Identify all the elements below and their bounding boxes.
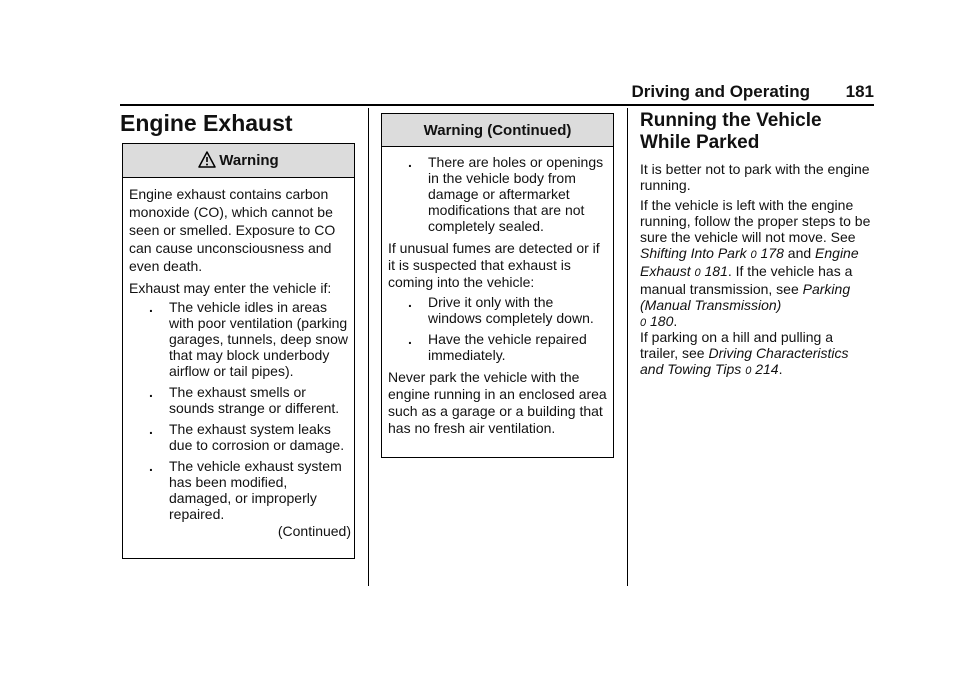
bullet-dot: . bbox=[408, 331, 412, 347]
warning-paragraph: If unusual fumes are detected or if it is suspected that exhaust is coming into the vehicle: bbox=[388, 240, 600, 290]
ref-page: 180 bbox=[650, 313, 674, 329]
bullet-text: Drive it only with the windows completely down. bbox=[428, 294, 594, 326]
bullet-dot: . bbox=[149, 384, 153, 400]
ref-page: 178 bbox=[760, 245, 784, 261]
page-ref-icon: 0 bbox=[745, 365, 752, 377]
page-number: 181 bbox=[845, 82, 874, 101]
text-run: . If the vehicle has a manual transmission, see bbox=[640, 263, 853, 297]
text-run: . bbox=[778, 361, 783, 377]
bullet-item bbox=[388, 331, 607, 363]
heading-line: Running the Vehicle bbox=[640, 110, 822, 131]
bullet-dot: . bbox=[149, 458, 153, 474]
bullet-item bbox=[129, 458, 348, 522]
ref-title: Driving Characteristics and Towing Tips bbox=[640, 345, 849, 377]
text-run: . bbox=[673, 313, 678, 329]
page-ref-icon: 0 bbox=[694, 267, 701, 279]
ref-page: 214 bbox=[755, 361, 779, 377]
column-divider-1 bbox=[368, 108, 369, 586]
running-vehicle-heading bbox=[640, 110, 822, 154]
bullet-text: The exhaust system leaks due to corrosion or damage. bbox=[169, 421, 345, 453]
warning-continued-header: Warning (Continued) bbox=[382, 114, 613, 147]
heading-line: While Parked bbox=[640, 132, 760, 153]
section-title: Driving and Operating bbox=[631, 82, 810, 101]
warning-paragraph: Exhaust may enter the vehicle if: bbox=[129, 280, 332, 296]
bullet-text: The vehicle exhaust system has been modified, damaged, or improperly repaired. bbox=[169, 458, 342, 522]
bullet-dot: . bbox=[149, 421, 153, 437]
paragraph: It is better not to park with the engine running. bbox=[640, 161, 870, 193]
ref-title: Parking (Manual Transmission) bbox=[640, 281, 851, 313]
bullet-dot: . bbox=[149, 299, 153, 315]
warning-paragraph: Engine exhaust contains carbon monoxide (CO), which cannot be seen or smelled. Exposure to CO can cause unconsciousness and even death. bbox=[129, 186, 336, 274]
text-run: and bbox=[783, 245, 816, 261]
ref-title: Shifting Into Park bbox=[640, 245, 747, 261]
engine-exhaust-heading: Engine Exhaust bbox=[120, 110, 293, 136]
column-divider-2 bbox=[627, 108, 628, 586]
bullet-item bbox=[388, 294, 607, 326]
warning-body bbox=[123, 178, 354, 539]
header-rule bbox=[120, 104, 874, 106]
bullet-text: The vehicle idles in areas with poor ventilation (parking garages, tunnels, deep snow that may block underbody airflow or tail pipes). bbox=[169, 299, 349, 379]
warning-continued-box bbox=[381, 113, 614, 458]
warning-paragraph: Never park the vehicle with the engine running in an enclosed area such as a garage or a building that has no fresh air ventilation. bbox=[388, 369, 607, 436]
paragraph bbox=[640, 329, 874, 379]
ref-title: Engine Exhaust bbox=[640, 245, 859, 279]
bullet-text: The exhaust smells or sounds strange or different. bbox=[169, 384, 340, 416]
bullet-item bbox=[129, 421, 348, 453]
bullet-text: Have the vehicle repaired immediately. bbox=[428, 331, 587, 363]
bullet-text: There are holes or openings in the vehicle body from damage or aftermarket modifications that are not completely sealed. bbox=[428, 154, 604, 234]
paragraph bbox=[640, 197, 874, 331]
warning-triangle-icon bbox=[198, 151, 216, 168]
bullet-item bbox=[388, 154, 607, 234]
warning-box bbox=[122, 143, 355, 559]
page-header bbox=[120, 82, 874, 104]
ref-page: 181 bbox=[704, 263, 728, 279]
text-run: If the vehicle is left with the engine running, follow the proper steps to be sure the vehicle will not move. See bbox=[640, 197, 871, 245]
warning-title: Warning bbox=[219, 152, 279, 169]
bullet-item bbox=[129, 384, 348, 416]
page-ref-icon: 0 bbox=[640, 317, 647, 329]
continued-label: (Continued) bbox=[277, 523, 351, 539]
text-run: If parking on a hill and pulling a trailer, see bbox=[640, 329, 834, 361]
warning-header bbox=[123, 144, 354, 178]
bullet-item bbox=[129, 299, 348, 379]
bullet-dot: . bbox=[408, 294, 412, 310]
bullet-dot: . bbox=[408, 154, 412, 170]
page-ref-icon: 0 bbox=[750, 249, 757, 261]
warning-continued-body bbox=[382, 147, 613, 437]
cross-reference-link[interactable] bbox=[640, 245, 784, 261]
